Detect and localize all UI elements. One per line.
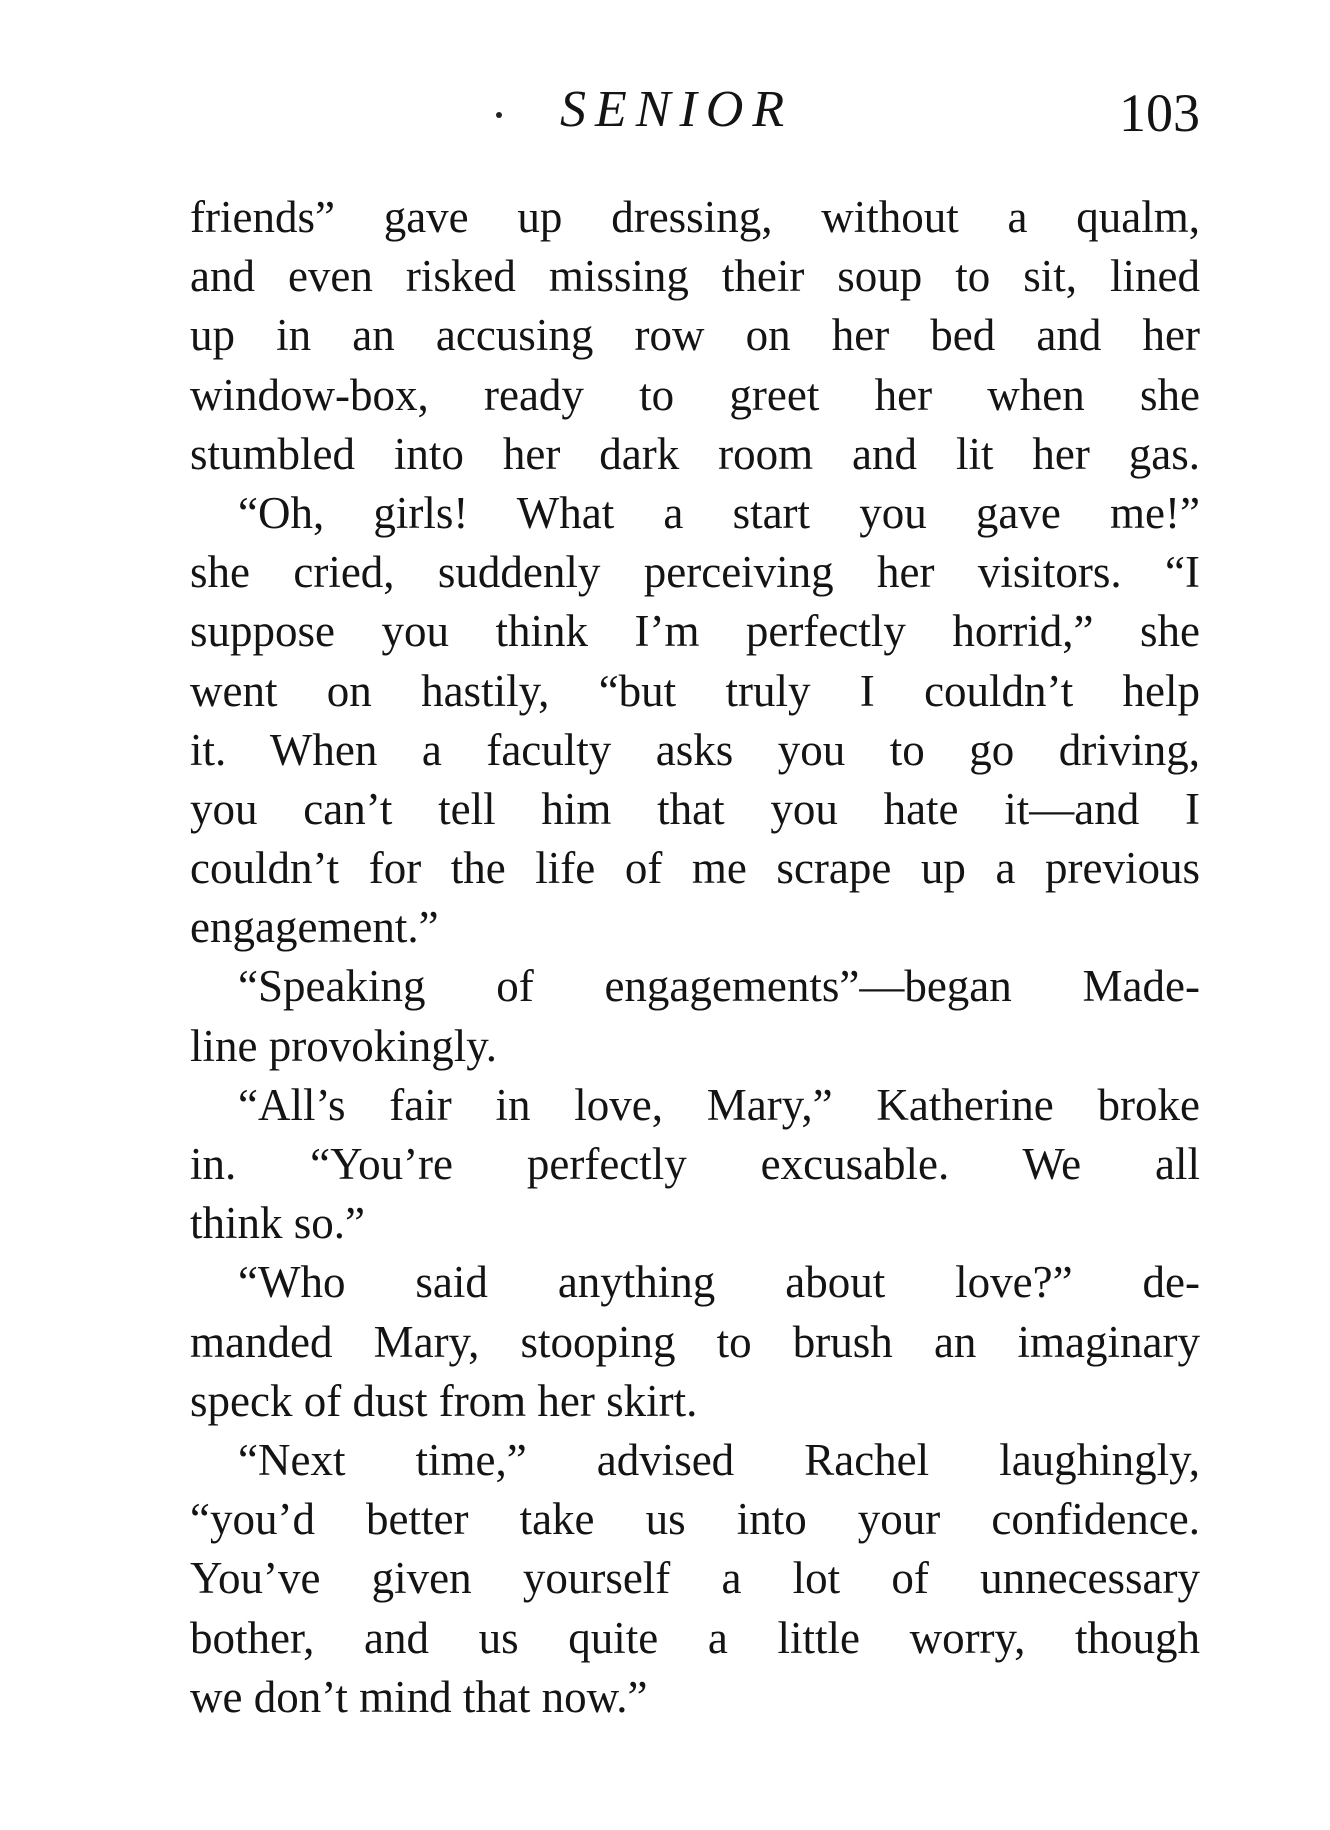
text-line: bother, and us quite a little worry, though xyxy=(190,1612,1200,1663)
text-line: stumbled into her dark room and lit her gas. xyxy=(190,428,1200,479)
text-line: suppose you think I’m perfectly horrid,” she xyxy=(190,606,1200,657)
page-header xyxy=(190,78,1200,158)
text-line: speck of dust from her skirt. xyxy=(190,1375,698,1426)
text-line: it. When a faculty asks you to go driving, xyxy=(190,724,1200,775)
text-line: “you’d better take us into your confidence. xyxy=(190,1494,1200,1545)
text-line: line provokingly. xyxy=(190,1020,498,1071)
text-line: think so.” xyxy=(190,1198,365,1249)
body-text xyxy=(190,188,1200,1727)
text-line: “All’s fair in love, Mary,” Katherine broke xyxy=(238,1079,1200,1130)
text-line: in. “You’re perfectly excusable. We all xyxy=(190,1139,1200,1189)
text-line: and even risked missing their soup to sit, lined xyxy=(190,251,1200,302)
text-line: friends” gave up dressing, without a qualm, xyxy=(190,192,1200,242)
text-line: “Speaking of engagements”—began Made- xyxy=(238,961,1200,1012)
running-head: SENIOR xyxy=(560,81,794,138)
text-line: we don’t mind that now.” xyxy=(190,1671,648,1722)
text-line: engagement.” xyxy=(190,902,439,953)
text-line: You’ve given yourself a lot of unnecessary xyxy=(190,1553,1200,1604)
text-line: up in an accusing row on her bed and her xyxy=(190,310,1200,361)
header-dot-ornament xyxy=(496,112,502,118)
page-number: 103 xyxy=(1119,83,1200,143)
text-line: window-box, ready to greet her when she xyxy=(190,369,1200,420)
text-line: manded Mary, stooping to brush an imaginary xyxy=(190,1316,1200,1367)
text-line: “Who said anything about love?” de- xyxy=(238,1257,1200,1308)
text-line: went on hastily, “but truly I couldn’t help xyxy=(190,665,1200,716)
text-line: she cried, suddenly perceiving her visitors. “I xyxy=(190,547,1200,598)
text-line: you can’t tell him that you hate it—and I xyxy=(190,783,1200,834)
text-line: couldn’t for the life of me scrape up a previous xyxy=(190,843,1200,894)
text-line: “Oh, girls! What a start you gave me!” xyxy=(238,487,1200,538)
text-line: “Next time,” advised Rachel laughingly, xyxy=(238,1434,1200,1485)
